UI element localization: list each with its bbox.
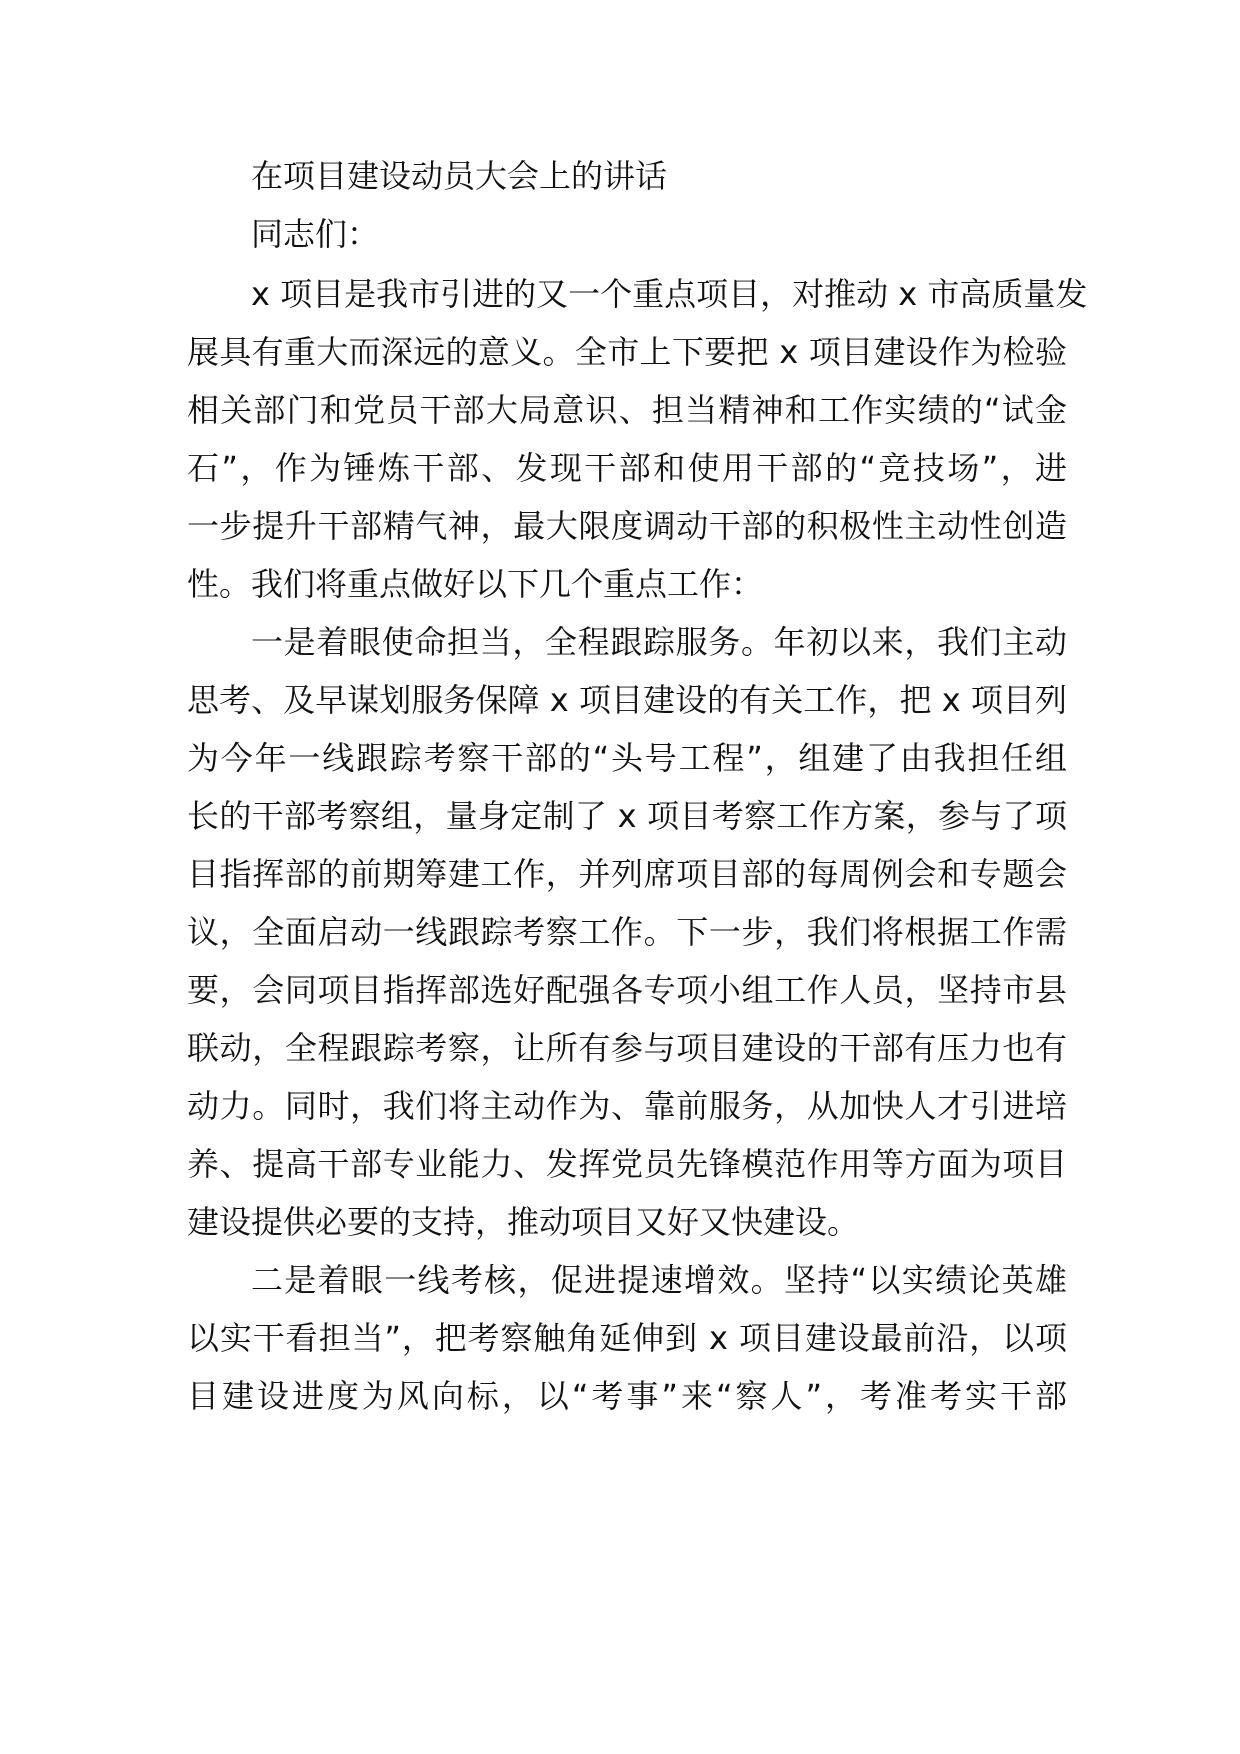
paragraph-3-line-1: 二是着眼一线考核，促进提速增效。坚持“以实绩论英雄 <box>251 1261 1067 1299</box>
paragraph-2-line-11: 建设提供必要的支持，推动项目又好又快建设。 <box>187 1203 860 1241</box>
paragraph-2-line-5: 目指挥部的前期筹建工作，并列席项目部的每周例会和专题会 <box>187 855 1067 893</box>
paragraph-1-line-6: 性。我们将重点做好以下几个重点工作： <box>187 565 764 603</box>
paragraph-2-line-1: 一是着眼使命担当，全程跟踪服务。年初以来，我们主动 <box>251 623 1067 661</box>
salutation: 同志们： <box>251 215 380 253</box>
paragraph-3-line-2: 以实干看担当”，把考察触角延伸到 x 项目建设最前沿，以项 <box>187 1319 1067 1357</box>
paragraph-2-line-6: 议，全面启动一线跟踪考察工作。下一步，我们将根据工作需 <box>187 913 1067 951</box>
paragraph-2-line-7: 要，会同项目指挥部选好配强各专项小组工作人员，坚持市县 <box>187 971 1067 1009</box>
document-title: 在项目建设动员大会上的讲话 <box>251 157 668 195</box>
paragraph-2-line-9: 动力。同时，我们将主动作为、靠前服务，从加快人才引进培 <box>187 1087 1067 1125</box>
paragraph-1-line-3: 相关部门和党员干部大局意识、担当精神和工作实绩的“试金 <box>187 391 1067 429</box>
paragraph-2-line-4: 长的干部考察组，量身定制了 x 项目考察工作方案，参与了项 <box>187 797 1067 835</box>
paragraph-2-line-3: 为今年一线跟踪考察干部的“头号工程”，组建了由我担任组 <box>187 739 1067 777</box>
paragraph-2-line-2: 思考、及早谋划服务保障 x 项目建设的有关工作，把 x 项目列 <box>187 681 1067 719</box>
paragraph-2-line-10: 养、提高干部专业能力、发挥党员先锋模范作用等方面为项目 <box>187 1145 1067 1183</box>
paragraph-1-line-2: 展具有重大而深远的意义。全市上下要把 x 项目建设作为检验 <box>187 333 1067 371</box>
paragraph-1-line-1: x 项目是我市引进的又一个重点项目，对推动 x 市高质量发 <box>251 275 1088 313</box>
paragraph-1-line-4: 石”，作为锤炼干部、发现干部和使用干部的“竞技场”，进 <box>187 449 1067 487</box>
paragraph-3-line-3: 目建设进度为风向标，以“考事”来“察人”，考准考实干部 <box>187 1377 1067 1415</box>
paragraph-2-line-8: 联动，全程跟踪考察，让所有参与项目建设的干部有压力也有 <box>187 1029 1067 1067</box>
paragraph-1-line-5: 一步提升干部精气神，最大限度调动干部的积极性主动性创造 <box>187 507 1067 545</box>
